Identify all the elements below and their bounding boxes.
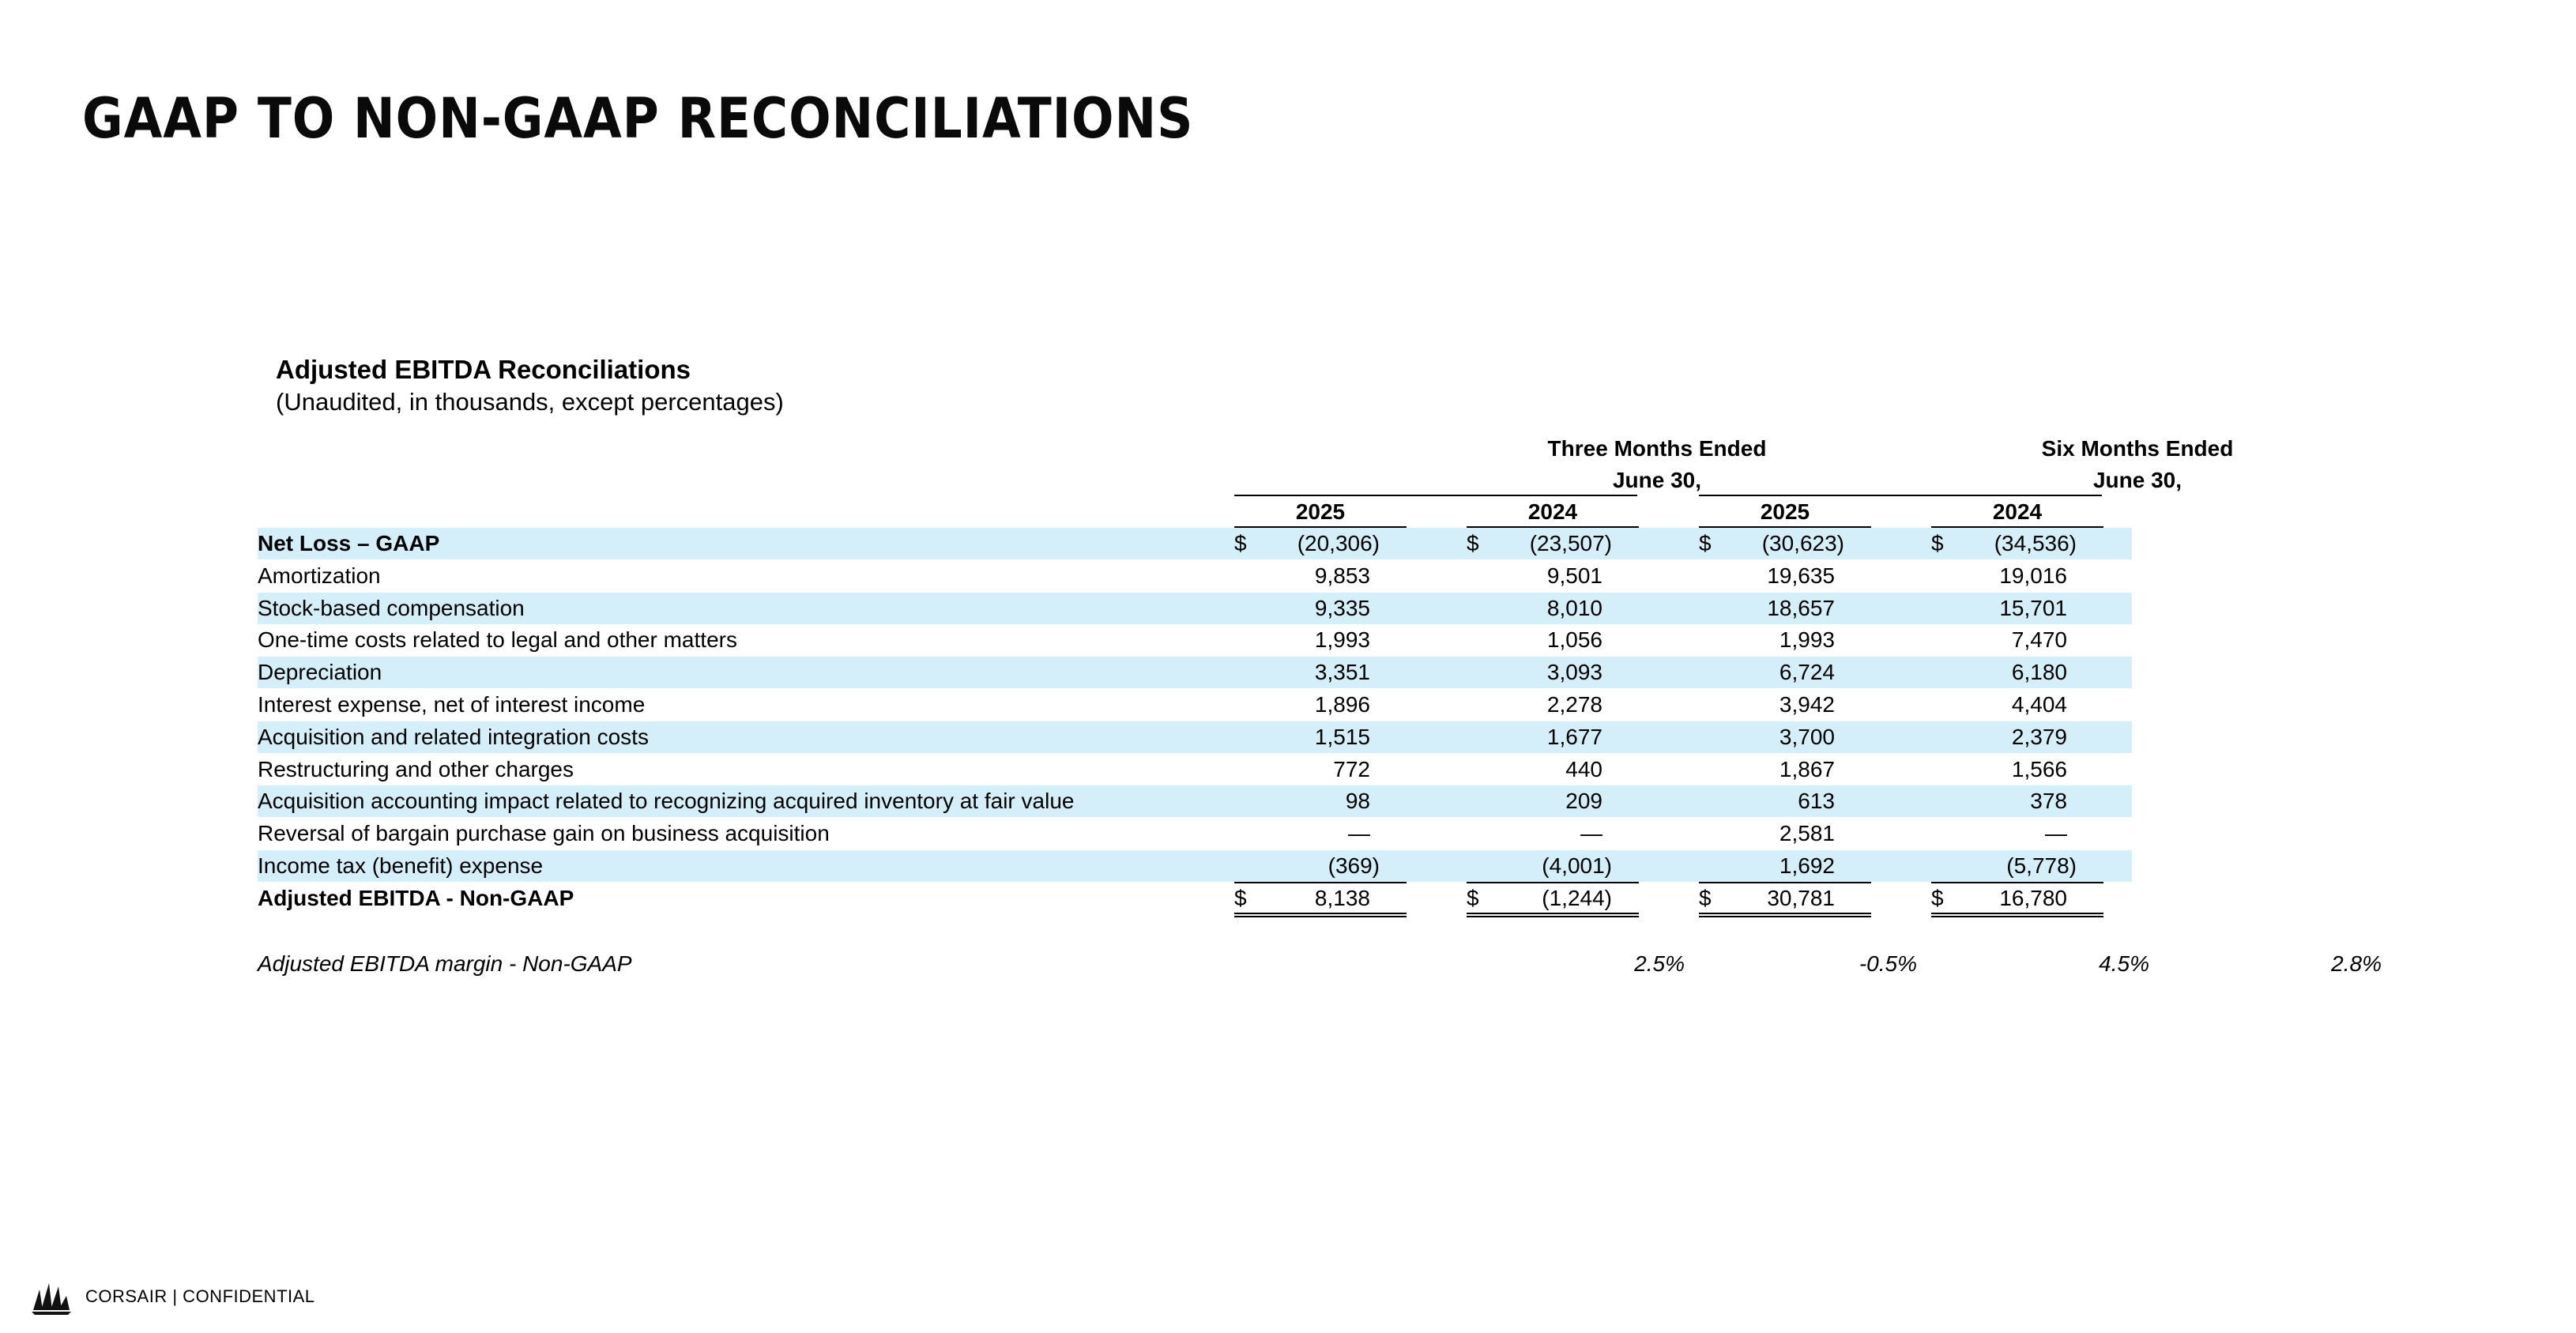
cell-value: 4,404 xyxy=(2011,692,2067,717)
table-row xyxy=(258,657,2132,688)
cell-value: 2,379 xyxy=(2011,724,2067,749)
cell-value: 2,278 xyxy=(1546,692,1602,717)
margin-row-label: Adjusted EBITDA margin - Non-GAAP xyxy=(258,951,632,976)
margin-value-1: 2.5% xyxy=(1634,951,1685,976)
margin-value-2: -0.5% xyxy=(1859,951,1917,976)
row-label: Net Loss – GAAP xyxy=(258,531,440,555)
margin-row xyxy=(258,948,2382,980)
cell-value: 19,016 xyxy=(1999,563,2067,588)
cell-value: (4,001) xyxy=(1542,853,1612,878)
currency-symbol: $ xyxy=(1931,531,1944,555)
subtotal-rule xyxy=(1931,882,2103,883)
row-label: Stock-based compensation xyxy=(258,595,525,620)
table-row xyxy=(258,528,2132,559)
group-header-six-months xyxy=(1699,433,2576,465)
cell-value: 440 xyxy=(1565,756,1602,781)
row-label: Depreciation xyxy=(258,660,382,685)
cell-value: 1,867 xyxy=(1779,756,1835,781)
cell-value: 16,780 xyxy=(1999,885,2067,910)
year-header-1: 2025 xyxy=(1295,499,1346,524)
corsair-sails-icon xyxy=(32,1278,71,1315)
currency-symbol: $ xyxy=(1699,885,1712,910)
cell-value: (5,778) xyxy=(2006,853,2077,878)
cell-value: 209 xyxy=(1565,789,1602,814)
cell-value: (34,536) xyxy=(1994,531,2077,555)
total-double-rule xyxy=(1467,913,1639,917)
row-label: Amortization xyxy=(258,563,381,588)
currency-symbol: $ xyxy=(1467,531,1479,555)
cell-value: 2,581 xyxy=(1779,821,1835,846)
total-row xyxy=(258,883,2132,914)
cell-value: 1,566 xyxy=(2011,756,2067,781)
cell-value: 15,701 xyxy=(1999,595,2067,620)
total-double-rule xyxy=(1699,913,1871,917)
margin-value-4: 2.8% xyxy=(2331,951,2382,976)
table-row xyxy=(258,689,2132,721)
cell-value: 6,724 xyxy=(1779,660,1835,685)
cell-value: 378 xyxy=(2030,789,2067,814)
row-label: Reversal of bargain purchase gain on business acquisition xyxy=(258,821,830,846)
year-header-4: 2024 xyxy=(1992,499,2043,524)
cell-value: (23,507) xyxy=(1529,531,1612,555)
row-label: One-time costs related to legal and other matters xyxy=(258,627,737,653)
group-header-line2: June 30, xyxy=(1612,468,1702,492)
cell-value: 8,138 xyxy=(1314,885,1370,910)
row-label: Restructuring and other charges xyxy=(258,756,574,781)
cell-value: 3,093 xyxy=(1546,660,1602,685)
cell-value: 1,993 xyxy=(1779,627,1835,653)
table-row xyxy=(258,818,2132,849)
table-subheading: (Unaudited, in thousands, except percentages) xyxy=(276,388,784,416)
cell-value: (1,244) xyxy=(1542,885,1612,910)
cell-value: — xyxy=(1580,821,1602,846)
cell-value: 18,657 xyxy=(1767,595,1835,620)
group-header-six-months-date xyxy=(1699,465,2576,496)
cell-value: — xyxy=(2045,821,2067,846)
cell-value: — xyxy=(1348,821,1370,846)
subtotal-rule xyxy=(1467,882,1639,883)
row-label: Interest expense, net of interest income xyxy=(258,692,646,717)
cell-value: 98 xyxy=(1345,789,1370,814)
group-header-line1: Six Months Ended xyxy=(2041,436,2234,461)
cell-value: 613 xyxy=(1798,789,1835,814)
margin-value-3: 4.5% xyxy=(2099,951,2149,976)
cell-value: 7,470 xyxy=(2011,627,2067,653)
cell-value: 1,677 xyxy=(1546,724,1602,749)
row-label: Income tax (benefit) expense xyxy=(258,853,544,878)
table-row xyxy=(258,721,2132,753)
cell-value: 1,056 xyxy=(1546,627,1602,653)
page-title: GAAP TO NON-GAAP RECONCILIATIONS xyxy=(82,86,1194,151)
table-heading: Adjusted EBITDA Reconciliations xyxy=(276,355,691,384)
row-label: Adjusted EBITDA - Non-GAAP xyxy=(258,885,574,910)
subtotal-rule xyxy=(1699,882,1871,883)
table-row xyxy=(258,560,2132,592)
table-row xyxy=(258,785,2132,817)
table-row xyxy=(258,754,2132,785)
currency-symbol: $ xyxy=(1234,531,1247,555)
cell-value: 1,993 xyxy=(1314,627,1370,653)
cell-value: 1,896 xyxy=(1314,692,1370,717)
cell-value: (20,306) xyxy=(1297,531,1380,555)
year-header-3: 2025 xyxy=(1760,499,1810,524)
cell-value: 772 xyxy=(1333,756,1370,781)
table-row xyxy=(258,850,2132,882)
group-header-line1: Three Months Ended xyxy=(1547,436,1767,461)
row-label: Acquisition and related integration costs xyxy=(258,724,649,749)
cell-value: 3,351 xyxy=(1314,660,1370,685)
footer xyxy=(32,1277,315,1316)
currency-symbol: $ xyxy=(1234,885,1247,910)
cell-value: 9,501 xyxy=(1546,563,1602,588)
cell-value: 6,180 xyxy=(2011,660,2067,685)
total-double-rule xyxy=(1931,913,2103,917)
cell-value: 8,010 xyxy=(1546,595,1602,620)
cell-value: 3,942 xyxy=(1779,692,1835,717)
table-row xyxy=(258,593,2132,624)
cell-value: 9,853 xyxy=(1314,563,1370,588)
cell-value: 3,700 xyxy=(1779,724,1835,749)
cell-value: 9,335 xyxy=(1314,595,1370,620)
currency-symbol: $ xyxy=(1467,885,1479,910)
cell-value: 1,692 xyxy=(1779,853,1835,878)
total-double-rule xyxy=(1234,913,1407,917)
footer-text: CORSAIR | CONFIDENTIAL xyxy=(85,1286,315,1306)
currency-symbol: $ xyxy=(1699,531,1712,555)
group-header-line2: June 30, xyxy=(2092,468,2182,492)
year-header-2: 2024 xyxy=(1527,499,1578,524)
cell-value: 1,515 xyxy=(1314,724,1370,749)
cell-value: (30,623) xyxy=(1761,531,1844,555)
currency-symbol: $ xyxy=(1931,885,1944,910)
row-label: Acquisition accounting impact related to recognizing acquired inventory at fair value xyxy=(258,789,1075,814)
cell-value: (369) xyxy=(1328,853,1380,878)
table-row xyxy=(258,624,2132,656)
cell-value: 19,635 xyxy=(1767,563,1835,588)
subtotal-rule xyxy=(1234,882,1407,883)
cell-value: 30,781 xyxy=(1767,885,1835,910)
